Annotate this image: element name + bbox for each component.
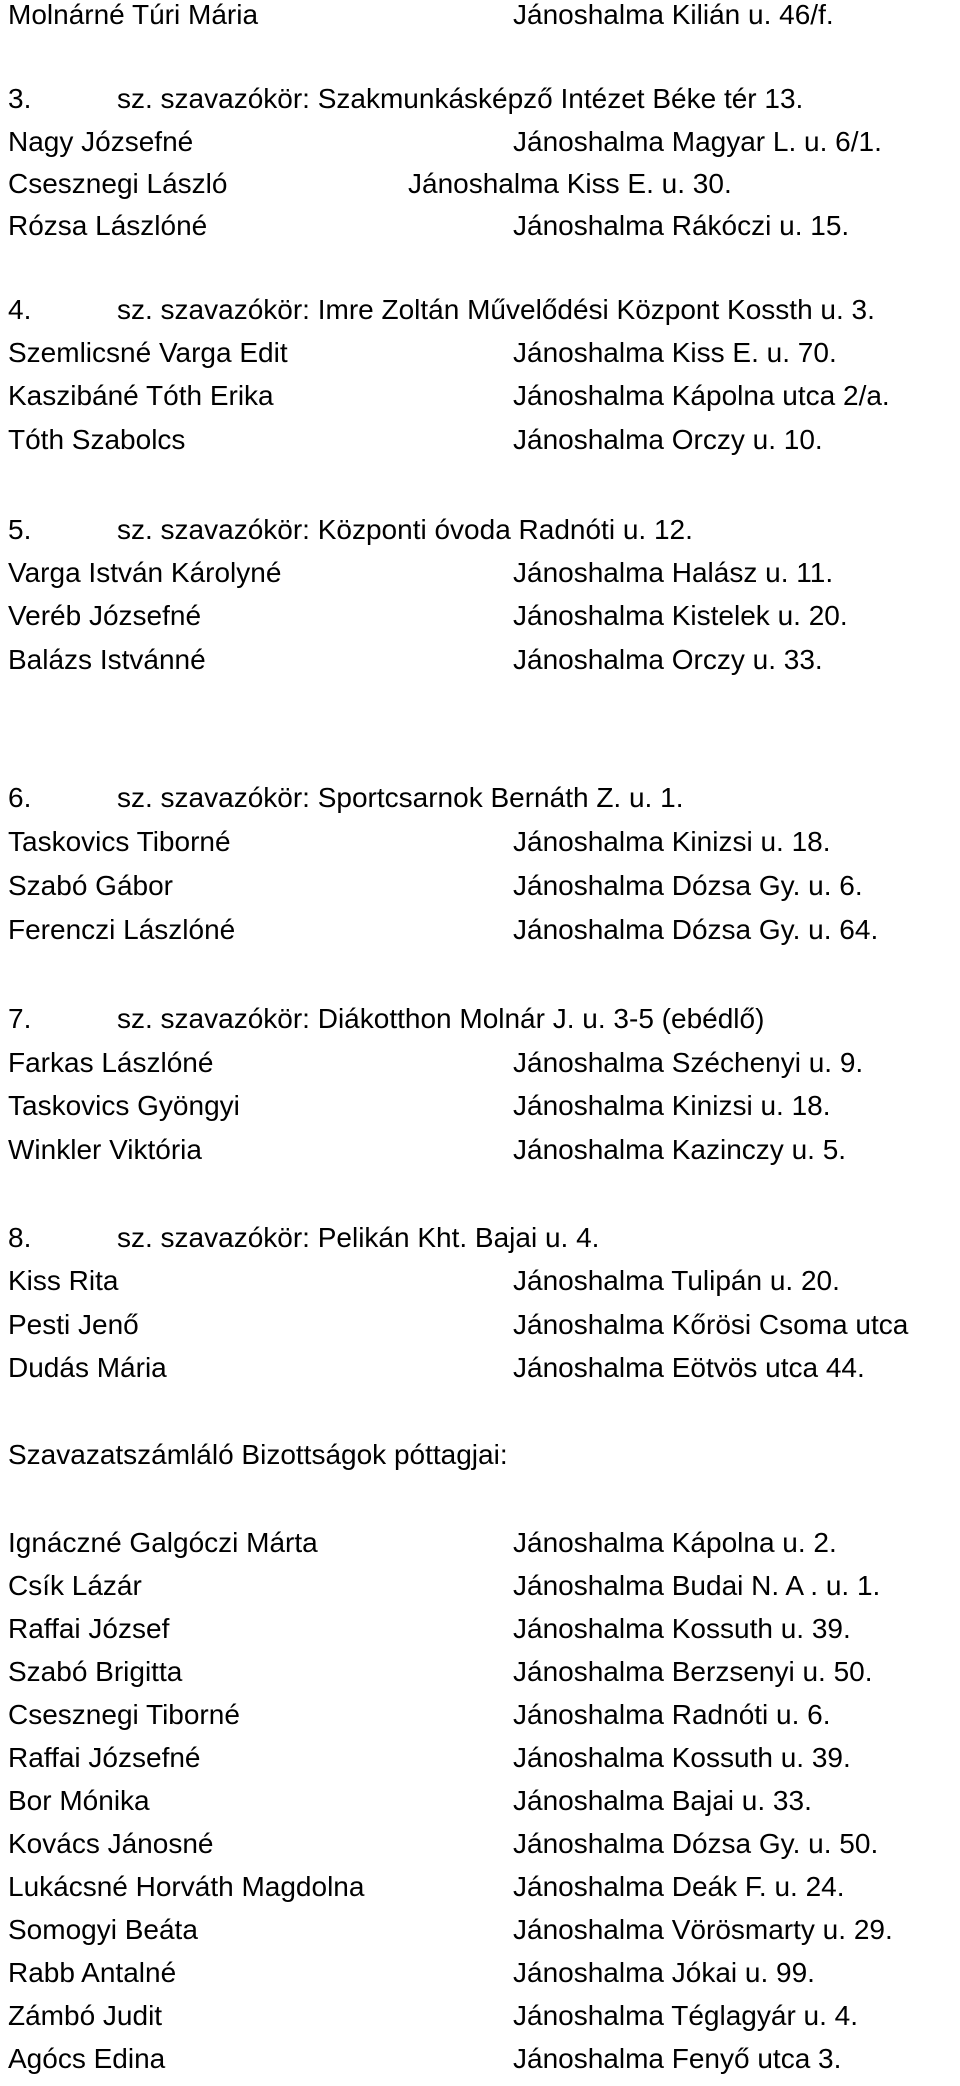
member-address: Jánoshalma Tulipán u. 20.: [513, 1265, 840, 1296]
section-title: sz. szavazókör: Diákotthon Molnár J. u. 3-5 (ebédlő): [117, 1003, 765, 1034]
section-title: sz. szavazókör: Imre Zoltán Művelődési Központ Kossth u. 3.: [117, 294, 875, 325]
substitute-name: Agócs Edina: [8, 2043, 166, 2074]
substitute-name: Kovács Jánosné: [8, 1828, 214, 1859]
substitute-name: Szabó Brigitta: [8, 1656, 183, 1687]
substitute-address: Jánoshalma Kossuth u. 39.: [513, 1613, 851, 1644]
member-name: Szemlicsné Varga Edit: [8, 337, 288, 368]
substitute-name: Csesznegi Tiborné: [8, 1699, 240, 1730]
substitute-name: Zámbó Judit: [8, 2000, 163, 2031]
member-address: Jánoshalma Halász u. 11.: [513, 557, 834, 588]
member-name: Pesti Jenő: [8, 1309, 139, 1340]
member-name: Nagy Józsefné: [8, 126, 194, 157]
member-address: Jánoshalma Dózsa Gy. u. 64.: [513, 914, 879, 945]
member-name: Veréb Józsefné: [8, 600, 202, 631]
substitute-address: Jánoshalma Radnóti u. 6.: [513, 1699, 831, 1730]
member-name: Winkler Viktória: [8, 1134, 202, 1165]
member-name: Farkas Lászlóné: [8, 1047, 214, 1078]
member-address: Jánoshalma Kőrösi Csoma utca: [513, 1309, 909, 1340]
member-address: Jánoshalma Kilián u. 46/f.: [513, 0, 834, 30]
section-number: 7.: [8, 1003, 32, 1034]
substitute-address: Jánoshalma Jókai u. 99.: [513, 1957, 815, 1988]
member-address: Jánoshalma Kinizsi u. 18.: [513, 826, 831, 857]
substitute-address: Jánoshalma Bajai u. 33.: [513, 1785, 812, 1816]
member-address: Jánoshalma Eötvös utca 44.: [513, 1352, 865, 1383]
substitute-name: Rabb Antalné: [8, 1957, 177, 1988]
member-name: Szabó Gábor: [8, 870, 173, 901]
substitute-address: Jánoshalma Dózsa Gy. u. 50.: [513, 1828, 879, 1859]
substitute-address: Jánoshalma Vörösmarty u. 29.: [513, 1914, 893, 1945]
member-address: Jánoshalma Kápolna utca 2/a.: [513, 380, 890, 411]
section-title: sz. szavazókör: Sportcsarnok Bernáth Z. u. 1.: [117, 782, 684, 813]
member-address: Jánoshalma Kazinczy u. 5.: [513, 1134, 847, 1165]
substitute-name: Ignáczné Galgóczi Márta: [8, 1527, 318, 1558]
member-address: Jánoshalma Kiss E. u. 70.: [513, 337, 837, 368]
section-title: sz. szavazókör: Központi óvoda Radnóti u. 12.: [117, 514, 693, 545]
substitute-address: Jánoshalma Berzsenyi u. 50.: [513, 1656, 873, 1687]
member-address: Jánoshalma Rákóczi u. 15.: [513, 210, 850, 241]
member-name: Tóth Szabolcs: [8, 424, 186, 455]
member-address: Jánoshalma Dózsa Gy. u. 6.: [513, 870, 863, 901]
section-number: 4.: [8, 294, 32, 325]
section-number: 6.: [8, 782, 32, 813]
substitute-name: Raffai József: [8, 1613, 170, 1644]
substitute-name: Raffai Józsefné: [8, 1742, 201, 1773]
substitute-name: Bor Mónika: [8, 1785, 150, 1816]
member-address: Jánoshalma Orczy u. 33.: [513, 644, 823, 675]
substitutes-heading-text: Szavazatszámláló Bizottságok póttagjai:: [8, 1439, 508, 1470]
member-name: Dudás Mária: [8, 1352, 167, 1383]
member-address: Jánoshalma Kistelek u. 20.: [513, 600, 848, 631]
substitute-address: Jánoshalma Kápolna u. 2.: [513, 1527, 837, 1558]
member-name: Balázs Istvánné: [8, 644, 206, 675]
member-name: Csesznegi László: [8, 168, 228, 199]
member-name: Varga István Károlyné: [8, 557, 282, 588]
substitute-address: Jánoshalma Fenyő utca 3.: [513, 2043, 842, 2074]
section-title: sz. szavazókör: Szakmunkásképző Intézet Béke tér 13.: [117, 83, 804, 114]
member-address: Jánoshalma Széchenyi u. 9.: [513, 1047, 864, 1078]
member-name: Molnárné Túri Mária: [8, 0, 259, 30]
section-number: 3.: [8, 83, 32, 114]
substitute-name: Somogyi Beáta: [8, 1914, 198, 1945]
substitute-address: Jánoshalma Kossuth u. 39.: [513, 1742, 851, 1773]
member-address: Jánoshalma Kiss E. u. 30.: [408, 168, 732, 199]
section-number: 5.: [8, 514, 32, 545]
member-address: Jánoshalma Magyar L. u. 6/1.: [513, 126, 882, 157]
member-name: Ferenczi Lászlóné: [8, 914, 236, 945]
member-name: Kaszibáné Tóth Erika: [8, 380, 274, 411]
substitute-address: Jánoshalma Téglagyár u. 4.: [513, 2000, 859, 2031]
member-address: Jánoshalma Orczy u. 10.: [513, 424, 823, 455]
member-name: Taskovics Gyöngyi: [8, 1090, 240, 1121]
substitute-name: Csík Lázár: [8, 1570, 142, 1601]
section-number: 8.: [8, 1222, 32, 1253]
member-address: Jánoshalma Kinizsi u. 18.: [513, 1090, 831, 1121]
member-name: Kiss Rita: [8, 1265, 119, 1296]
section-title: sz. szavazókör: Pelikán Kht. Bajai u. 4.: [117, 1222, 600, 1253]
member-name: Taskovics Tiborné: [8, 826, 231, 857]
substitute-address: Jánoshalma Budai N. A . u. 1.: [513, 1570, 881, 1601]
substitute-name: Lukácsné Horváth Magdolna: [8, 1871, 365, 1902]
member-name: Rózsa Lászlóné: [8, 210, 208, 241]
substitute-address: Jánoshalma Deák F. u. 24.: [513, 1871, 845, 1902]
